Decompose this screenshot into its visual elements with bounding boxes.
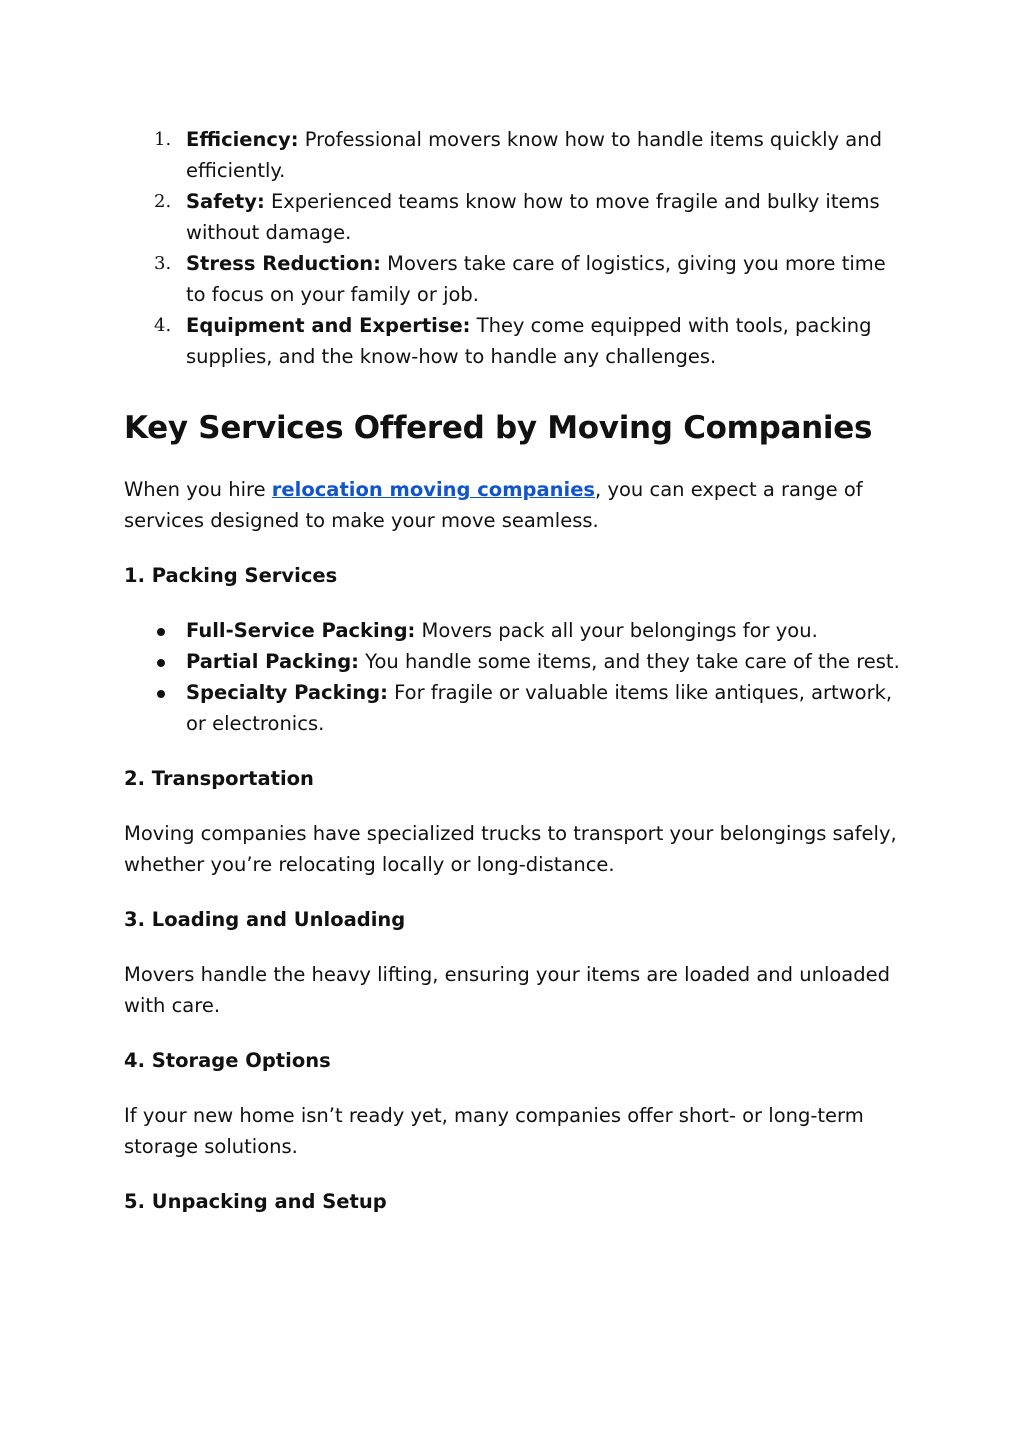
storage-paragraph: If your new home isn’t ready yet, many companies offer short- or long-term storage solutions.	[124, 1104, 864, 1158]
loading-paragraph: Movers handle the heavy lifting, ensuring your items are loaded and unloaded with care.	[124, 963, 891, 1017]
list-item-text: Movers take care of logistics, giving you more time to focus on your family or job.	[186, 252, 886, 306]
unpacking-heading: 5. Unpacking and Setup	[124, 1190, 387, 1213]
list-item	[124, 186, 904, 248]
bullet-icon	[157, 628, 165, 636]
list-item-label: Equipment and Expertise:	[186, 314, 471, 337]
packing-bullet-list	[124, 615, 904, 739]
list-item	[124, 310, 904, 372]
list-item-label: Partial Packing:	[186, 650, 359, 673]
list-item-label: Specialty Packing:	[186, 681, 388, 704]
loading-heading: 3. Loading and Unloading	[124, 908, 406, 931]
benefits-numbered-list	[124, 124, 904, 372]
list-item-label: Efficiency:	[186, 128, 299, 151]
list-item-label: Safety:	[186, 190, 265, 213]
intro-text-after: , you can expect a range of services designed to make your move seamless.	[124, 478, 863, 532]
list-item	[124, 615, 904, 646]
storage-heading: 4. Storage Options	[124, 1049, 331, 1072]
transportation-heading: 2. Transportation	[124, 767, 314, 790]
transportation-paragraph: Moving companies have specialized trucks to transport your belongings safely, whether you’re relocating locally or long-distance.	[124, 822, 897, 876]
section-heading: Key Services Offered by Moving Companies	[124, 410, 873, 446]
list-item-text: You handle some items, and they take care of the rest.	[358, 650, 900, 673]
list-item-text: Movers pack all your belongings for you.	[415, 619, 818, 642]
list-item-text: They come equipped with tools, packing supplies, and the know-how to handle any challenges.	[186, 314, 872, 368]
list-number: 2.	[154, 191, 172, 212]
list-item	[124, 677, 904, 739]
list-item-text: Professional movers know how to handle items quickly and efficiently.	[186, 128, 882, 182]
list-item	[124, 248, 904, 310]
list-item-text: Experienced teams know how to move fragile and bulky items without damage.	[186, 190, 880, 244]
document-content	[124, 124, 904, 1217]
list-number: 1.	[154, 129, 172, 150]
list-item-label: Stress Reduction:	[186, 252, 381, 275]
intro-paragraph	[124, 474, 904, 536]
intro-text-before: When you hire	[124, 478, 272, 501]
list-number: 3.	[154, 253, 172, 274]
bullet-icon	[157, 690, 165, 698]
list-item-label: Full-Service Packing:	[186, 619, 416, 642]
bullet-icon	[157, 659, 165, 667]
list-item	[124, 124, 904, 186]
list-item	[124, 646, 904, 677]
relocation-companies-link[interactable]: relocation moving companies	[271, 478, 596, 501]
packing-services-heading: 1. Packing Services	[124, 564, 338, 587]
list-number: 4.	[154, 315, 172, 336]
list-item-text: For fragile or valuable items like antiques, artwork, or electronics.	[186, 681, 893, 735]
